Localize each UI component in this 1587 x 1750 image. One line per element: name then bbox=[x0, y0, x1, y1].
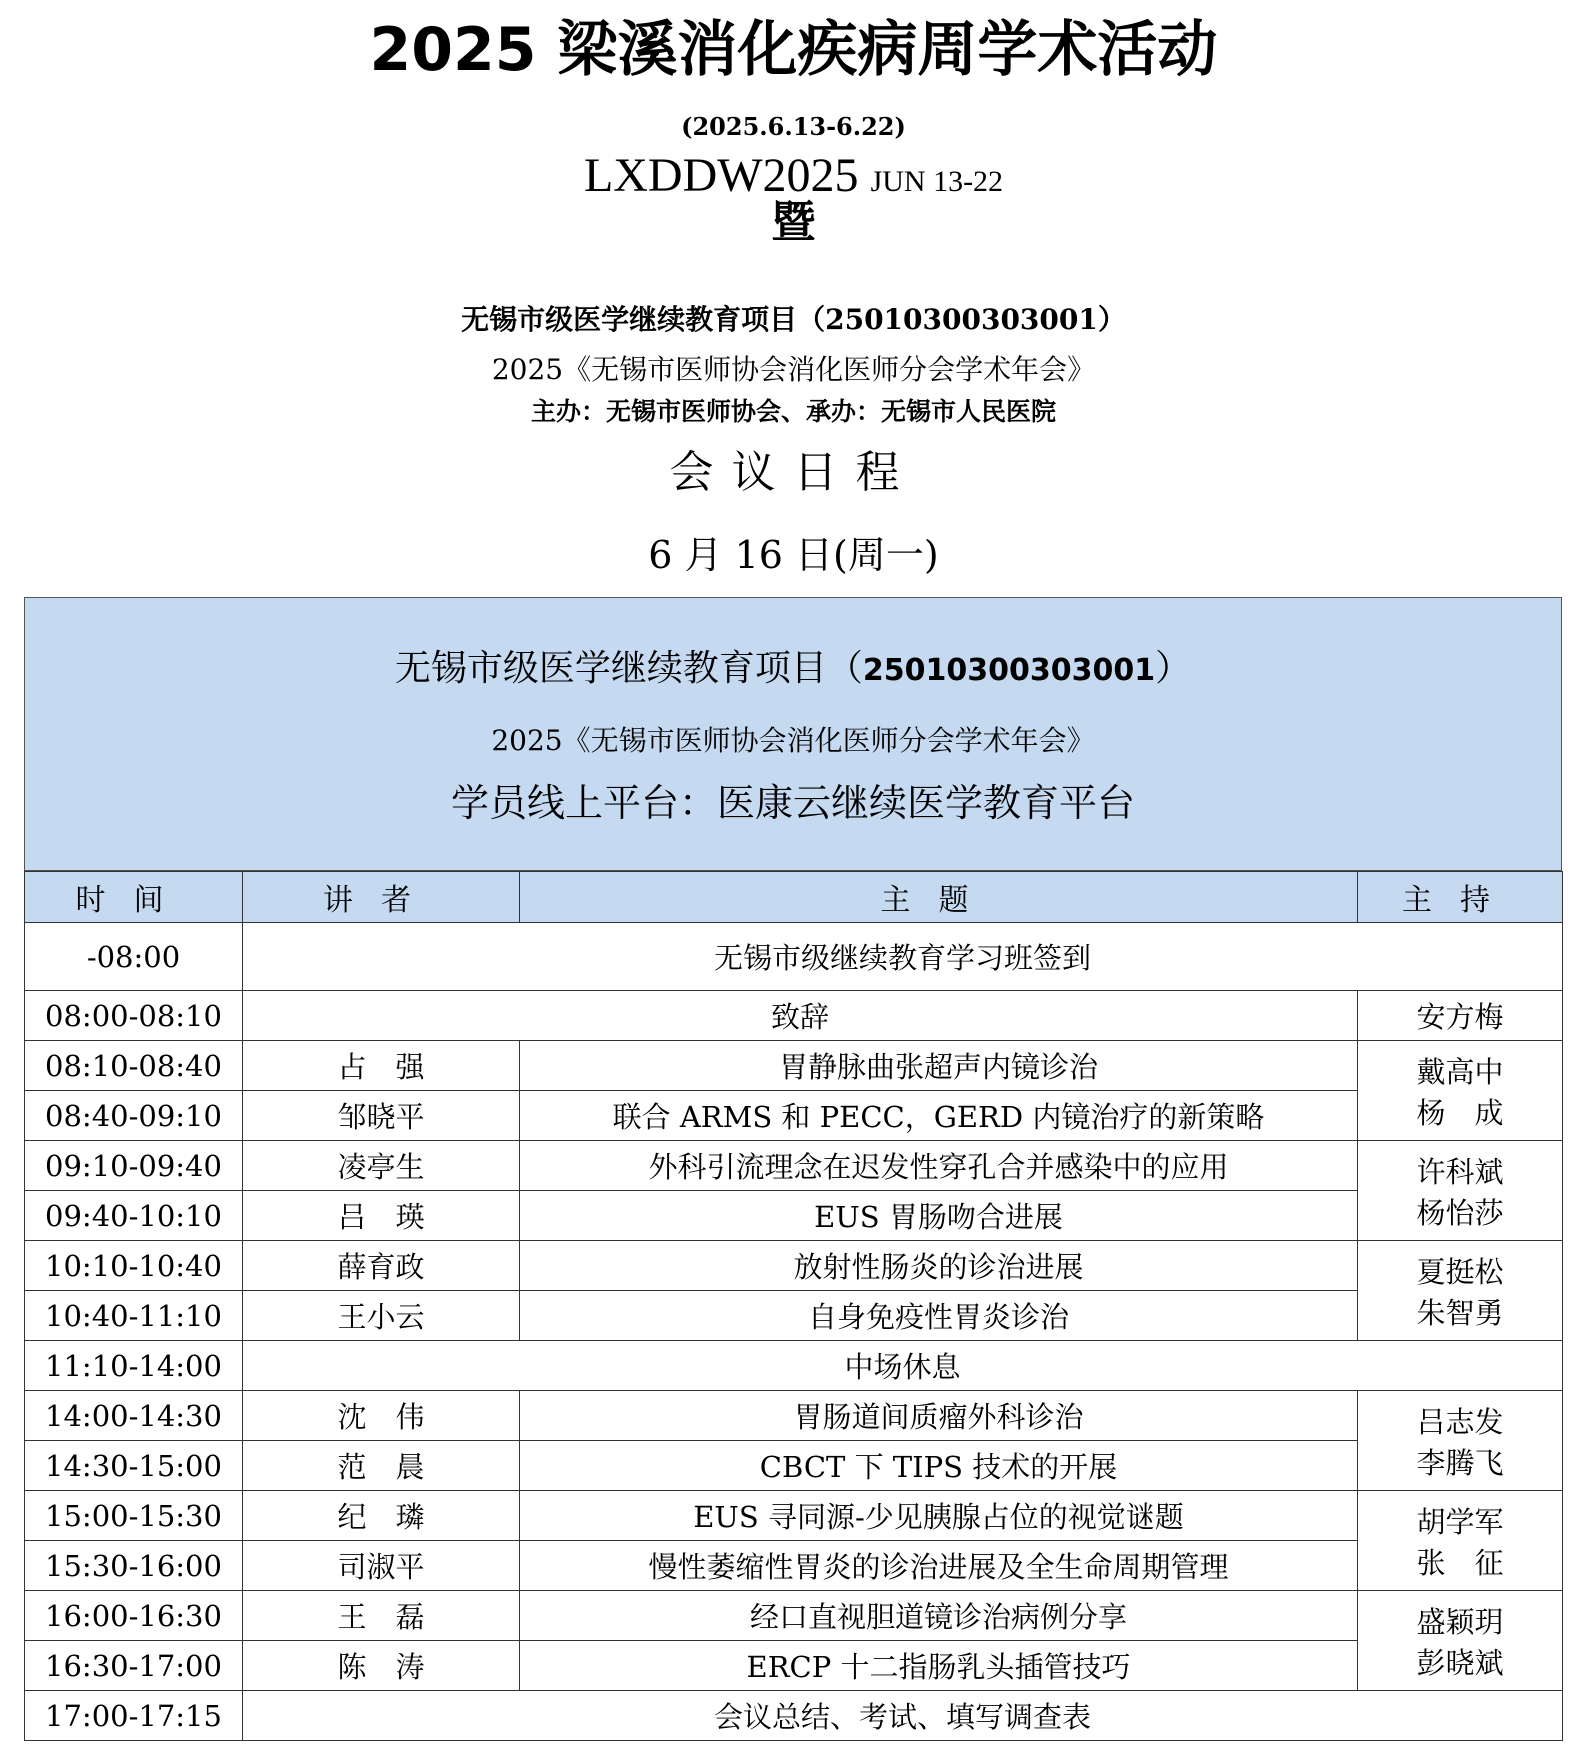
time-cell: 09:10-09:40 bbox=[25, 1141, 243, 1191]
table-row bbox=[25, 991, 1563, 1041]
conjunction: 暨 bbox=[771, 197, 816, 248]
table-row bbox=[25, 1291, 1563, 1341]
speaker-cell: 吕 瑛 bbox=[243, 1191, 520, 1241]
host-cell bbox=[1358, 1041, 1563, 1141]
time-cell: 14:30-15:00 bbox=[25, 1441, 243, 1491]
table-row bbox=[25, 1641, 1563, 1691]
speaker-cell: 范 晨 bbox=[243, 1441, 520, 1491]
host-name: 吕志发 bbox=[1416, 1404, 1504, 1439]
time-cell: 09:40-10:10 bbox=[25, 1191, 243, 1241]
host-name: 张 征 bbox=[1416, 1545, 1504, 1580]
table-row bbox=[25, 1591, 1563, 1641]
speaker-cell: 凌亭生 bbox=[243, 1141, 520, 1191]
time-cell: 11:10-14:00 bbox=[25, 1341, 243, 1391]
topic-cell: CBCT 下 TIPS 技术的开展 bbox=[520, 1441, 1358, 1491]
topic-cell: 慢性萎缩性胃炎的诊治进展及全生命周期管理 bbox=[520, 1541, 1358, 1591]
date-range: (2025.6.13-6.22) bbox=[681, 112, 906, 141]
time-cell: -08:00 bbox=[25, 923, 243, 991]
banner-annual-meeting: 2025《无锡市医师协会消化医师分会学术年会》 bbox=[491, 724, 1095, 757]
topic-cell: 胃静脉曲张超声内镜诊治 bbox=[520, 1041, 1358, 1091]
speaker-cell: 薛育政 bbox=[243, 1241, 520, 1291]
host-cell: 安方梅 bbox=[1358, 991, 1563, 1041]
page-title: 2025 梁溪消化疾病周学术活动 bbox=[369, 15, 1218, 85]
banner-platform: 学员线上平台：医康云继续医学教育平台 bbox=[450, 781, 1135, 825]
banner-project bbox=[25, 646, 1561, 694]
host-cell bbox=[1358, 1141, 1563, 1241]
registration-cell: 无锡市级继续教育学习班签到 bbox=[243, 923, 1563, 991]
date-heading: 6 月 16 日(周一) bbox=[648, 533, 939, 577]
table-row bbox=[25, 1241, 1563, 1291]
topic-cell: ERCP 十二指肠乳头插管技巧 bbox=[520, 1641, 1358, 1691]
table-row bbox=[25, 1191, 1563, 1241]
host-name: 杨 成 bbox=[1416, 1095, 1504, 1130]
time-cell: 08:40-09:10 bbox=[25, 1091, 243, 1141]
host-name: 胡学军 bbox=[1416, 1504, 1504, 1539]
table-row bbox=[25, 1041, 1563, 1091]
host-cell bbox=[1358, 1591, 1563, 1691]
host-name: 戴高中 bbox=[1416, 1054, 1504, 1089]
topic-cell: EUS 胃肠吻合进展 bbox=[520, 1191, 1358, 1241]
break-cell: 中场休息 bbox=[243, 1341, 1563, 1391]
speaker-cell: 占 强 bbox=[243, 1041, 520, 1091]
host-name: 许科斌 bbox=[1416, 1154, 1504, 1189]
table-row bbox=[25, 1141, 1563, 1191]
banner-project-number: 25010300303001 bbox=[862, 653, 1156, 688]
schedule-table bbox=[24, 871, 1563, 1741]
time-cell: 17:00-17:15 bbox=[25, 1691, 243, 1741]
host-name: 杨怡莎 bbox=[1416, 1195, 1504, 1230]
speaker-cell: 陈 涛 bbox=[243, 1641, 520, 1691]
banner-project-prefix: 无锡市级医学继续教育项目（ bbox=[394, 648, 863, 689]
time-cell: 16:00-16:30 bbox=[25, 1591, 243, 1641]
time-cell: 15:30-16:00 bbox=[25, 1541, 243, 1591]
topic-cell: 联合 ARMS 和 PECC，GERD 内镜治疗的新策略 bbox=[520, 1091, 1358, 1141]
event-code-suffix: JUN 13-22 bbox=[870, 165, 1004, 198]
speaker-cell: 邹晓平 bbox=[243, 1091, 520, 1141]
time-cell: 14:00-14:30 bbox=[25, 1391, 243, 1441]
time-cell: 08:00-08:10 bbox=[25, 991, 243, 1041]
topic-cell: 胃肠道间质瘤外科诊治 bbox=[520, 1391, 1358, 1441]
host-name: 李腾飞 bbox=[1416, 1445, 1504, 1480]
header-topic: 主题 bbox=[520, 872, 1358, 923]
host-cell bbox=[1358, 1241, 1563, 1341]
topic-cell: 经口直视胆道镜诊治病例分享 bbox=[520, 1591, 1358, 1641]
topic-cell: 外科引流理念在迟发性穿孔合并感染中的应用 bbox=[520, 1141, 1358, 1191]
speaker-cell: 司淑平 bbox=[243, 1541, 520, 1591]
project-line: 无锡市级医学继续教育项目（25010300303001） bbox=[461, 303, 1126, 336]
host-cell bbox=[1358, 1391, 1563, 1491]
topic-cell: EUS 寻同源-少见胰腺占位的视觉谜题 bbox=[520, 1491, 1358, 1541]
table-row bbox=[25, 1341, 1563, 1391]
table-row bbox=[25, 1541, 1563, 1591]
time-cell: 10:40-11:10 bbox=[25, 1291, 243, 1341]
table-header-row bbox=[25, 872, 1563, 923]
header-host: 主持 bbox=[1358, 872, 1563, 923]
time-cell: 08:10-08:40 bbox=[25, 1041, 243, 1091]
host-name: 夏挺松 bbox=[1416, 1254, 1504, 1289]
table-row bbox=[25, 1391, 1563, 1441]
schedule-heading: 会议日程 bbox=[669, 447, 918, 498]
time-cell: 10:10-10:40 bbox=[25, 1241, 243, 1291]
banner-project-suffix: ） bbox=[1155, 648, 1192, 689]
table-row bbox=[25, 1691, 1563, 1741]
opening-cell: 致辞 bbox=[243, 991, 1358, 1041]
table-row bbox=[25, 1491, 1563, 1541]
table-row bbox=[25, 1441, 1563, 1491]
speaker-cell: 纪 璘 bbox=[243, 1491, 520, 1541]
closing-cell: 会议总结、考试、填写调查表 bbox=[243, 1691, 1563, 1741]
header-speaker: 讲者 bbox=[243, 872, 520, 923]
event-code-main: LXDDW2025 bbox=[583, 149, 859, 202]
info-banner bbox=[24, 597, 1562, 871]
time-cell: 15:00-15:30 bbox=[25, 1491, 243, 1541]
topic-cell: 自身免疫性胃炎诊治 bbox=[520, 1291, 1358, 1341]
host-name: 朱智勇 bbox=[1416, 1295, 1504, 1330]
topic-cell: 放射性肠炎的诊治进展 bbox=[520, 1241, 1358, 1291]
table-row bbox=[25, 1091, 1563, 1141]
host-cell bbox=[1358, 1491, 1563, 1591]
organizer-line: 主办：无锡市医师协会、承办：无锡市人民医院 bbox=[530, 397, 1056, 426]
header-time: 时间 bbox=[25, 872, 243, 923]
host-name: 盛颖玥 bbox=[1416, 1604, 1504, 1639]
time-cell: 16:30-17:00 bbox=[25, 1641, 243, 1691]
speaker-cell: 沈 伟 bbox=[243, 1391, 520, 1441]
speaker-cell: 王 磊 bbox=[243, 1591, 520, 1641]
annual-meeting-line: 2025《无锡市医师协会消化医师分会学术年会》 bbox=[491, 353, 1096, 386]
table-row bbox=[25, 923, 1563, 991]
speaker-cell: 王小云 bbox=[243, 1291, 520, 1341]
host-name: 彭晓斌 bbox=[1416, 1645, 1504, 1680]
